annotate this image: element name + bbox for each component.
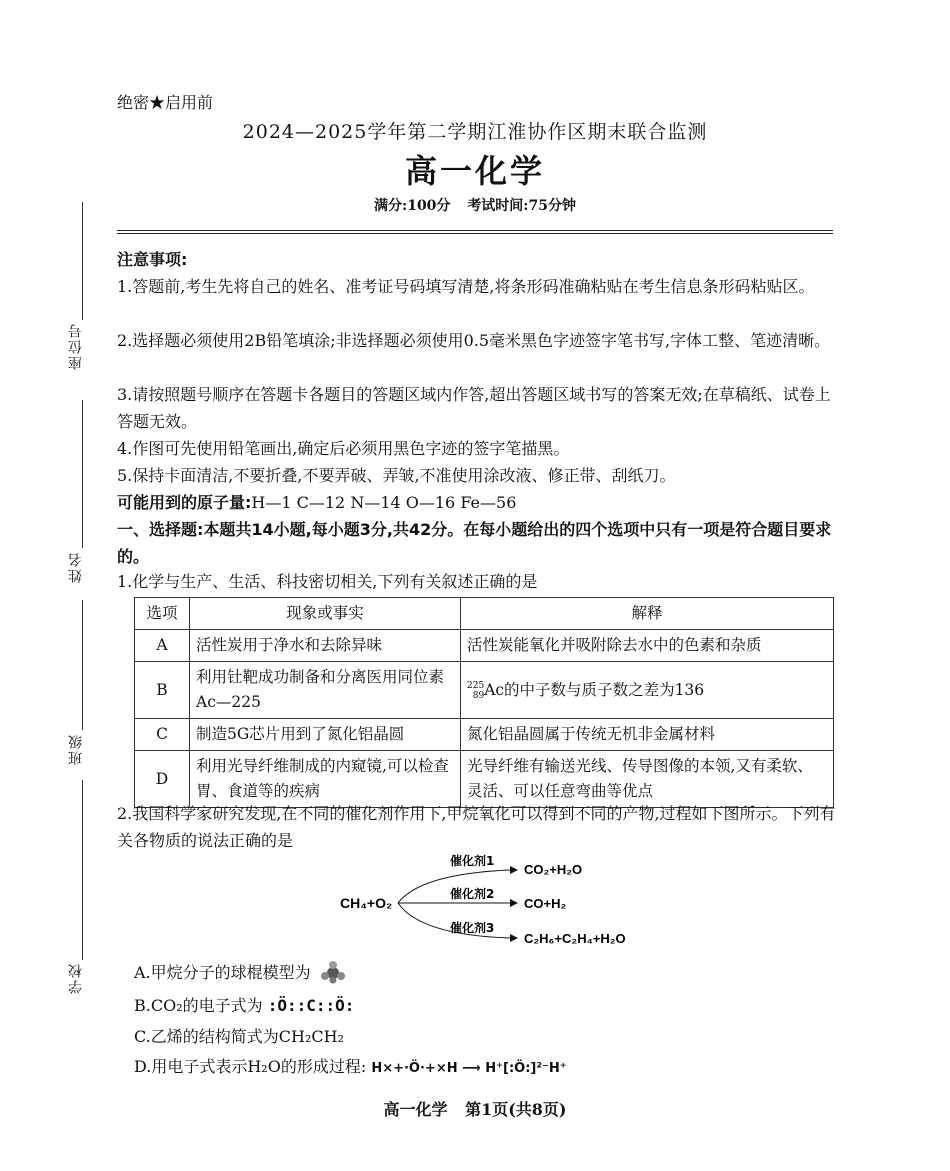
co2-electron-formula: :Ö::C::Ö: — [267, 996, 355, 1015]
fact-cell: 活性炭用于净水和去除异味 — [190, 630, 461, 662]
product-1-label: CO₂+H₂O — [524, 862, 583, 877]
table-row — [135, 751, 834, 808]
atomic-masses — [117, 489, 837, 516]
notice-item: 3.请按照题号顺序在答题卡各题目的答题区域内作答,超出答题区域书写的答案无效;在草稿纸、试卷上答题无效。 — [117, 385, 831, 431]
option-letter: C — [135, 719, 190, 751]
q2-option-a — [134, 960, 346, 986]
q1-table — [134, 597, 834, 808]
binding-line-3 — [82, 600, 83, 730]
binding-line-top — [82, 202, 83, 320]
exam-title: 2024—2025学年第二学期江淮协作区期末联合监测 — [242, 121, 708, 143]
section-heading: 一、选择题:本题共14小题,每小题3分,共42分。在每小题给出的四个选项中只有一项是符合题目要求的。 — [117, 520, 832, 566]
binding-line-4 — [82, 780, 83, 960]
catalyst-1-label: 催化剂1 — [450, 854, 495, 868]
explain-cell: 氮化铝晶圆属于传统无机非金属材料 — [461, 719, 834, 751]
header-rule — [117, 230, 833, 231]
header-explain: 解释 — [461, 598, 834, 630]
q2-option-d — [134, 1054, 567, 1082]
confidential-mark: 绝密★启用前 — [117, 93, 214, 112]
header-option: 选项 — [135, 598, 190, 630]
mass-number: 225 — [467, 680, 485, 691]
option-letter: A — [135, 630, 190, 662]
product-3-label: C₂H₆+C₂H₄+H₂O — [524, 931, 626, 946]
table-header-row — [135, 598, 834, 630]
fact-cell: 利用光导纤维制成的内窥镜,可以检查胃、食道等的疾病 — [190, 751, 461, 808]
page-number: 第1页(共8页) — [465, 1100, 567, 1119]
notice-item: 5.保持卡面清洁,不要折叠,不要弄破、弄皱,不准使用涂改液、修正带、刮纸刀。 — [117, 466, 676, 485]
option-letter: D — [135, 751, 190, 808]
footer-subject: 高一化学 — [383, 1100, 448, 1119]
option-letter: B — [135, 662, 190, 719]
q2-stem: 2.我国科学家研究发现,在不同的催化剂作用下,甲烷氧化可以得到不同的产物,过程如下图所示。下列有关各物质的说法正确的是 — [117, 804, 836, 850]
header-rule-double — [117, 233, 833, 234]
catalyst-3-label: 催化剂3 — [450, 921, 495, 935]
seat-number-label: 座位号 — [68, 322, 84, 370]
exam-time: 考试时间:75分钟 — [467, 198, 576, 214]
reaction-diagram — [340, 852, 640, 952]
table-row — [135, 662, 834, 719]
full-score: 满分:100分 — [374, 198, 451, 214]
option-d-text: D.用电子式表示H₂O的形成过程: — [134, 1057, 367, 1076]
nuclide-notation — [467, 681, 484, 701]
product-2-label: CO+H₂ — [524, 896, 567, 911]
catalyst-2-label: 催化剂2 — [450, 887, 495, 901]
explain-cell: 光导纤维有输送光线、传导图像的本领,又有柔软、灵活、可以任意弯曲等优点 — [461, 751, 834, 808]
explain-text: Ac的中子数与质子数之差为136 — [484, 680, 705, 699]
notice-item: 2.选择题必须使用2B铅笔填涂;非选择题必须使用0.5毫米黑色字迹签字笔书写,字体工整、笔迹清晰。 — [117, 331, 831, 350]
arrowhead-3 — [510, 934, 518, 942]
table-row — [135, 630, 834, 662]
h2o-formation-formula: H×+·Ö·+×H ⟶ H⁺[:Ö:]²⁻H⁺ — [371, 1061, 567, 1076]
explain-cell — [461, 662, 834, 719]
page-footer — [0, 1097, 950, 1120]
arrowhead-2 — [510, 899, 518, 907]
name-label: 姓名 — [68, 551, 84, 583]
exam-meta — [0, 195, 950, 215]
class-label: 班级 — [68, 733, 84, 765]
fact-cell: 制造5G芯片用到了氮化铝晶圆 — [190, 719, 461, 751]
atomic-masses-values: H—1 C—12 N—14 O—16 Fe—56 — [251, 493, 517, 512]
q2-option-b — [134, 993, 354, 1019]
methane-ball-stick-icon — [320, 960, 346, 984]
binding-line-2 — [82, 400, 83, 548]
notice-item: 4.作图可先使用铅笔画出,确定后必须用黑色字迹的签字笔描黑。 — [117, 439, 570, 458]
header-fact: 现象或事实 — [190, 598, 461, 630]
option-a-text: A.甲烷分子的球棍模型为 — [134, 963, 311, 982]
atomic-masses-label: 可能用到的原子量: — [117, 493, 252, 512]
explain-cell: 活性炭能氧化并吸附除去水中的色素和杂质 — [461, 630, 834, 662]
option-b-text: B.CO₂的电子式为 — [134, 996, 263, 1015]
fact-cell: 利用钍靶成功制备和分离医用同位素Ac—225 — [190, 662, 461, 719]
reaction-diagram-svg — [340, 852, 640, 952]
table-row — [135, 719, 834, 751]
school-label: 学校 — [68, 962, 84, 994]
q2-option-c: C.乙烯的结构简式为CH₂CH₂ — [134, 1027, 344, 1046]
atomic-number: 89 — [472, 690, 485, 701]
reactant-label: CH₄+O₂ — [340, 895, 393, 911]
arrowhead-1 — [510, 866, 518, 874]
notice-item: 1.答题前,考生先将自己的姓名、准考证号码填写清楚,将条形码准确粘贴在考生信息条形码粘贴区。 — [117, 277, 815, 296]
notice-heading: 注意事项: — [117, 250, 188, 269]
subject-title: 高一化学 — [404, 152, 545, 190]
q1-stem: 1.化学与生产、生活、科技密切相关,下列有关叙述正确的是 — [117, 572, 538, 591]
